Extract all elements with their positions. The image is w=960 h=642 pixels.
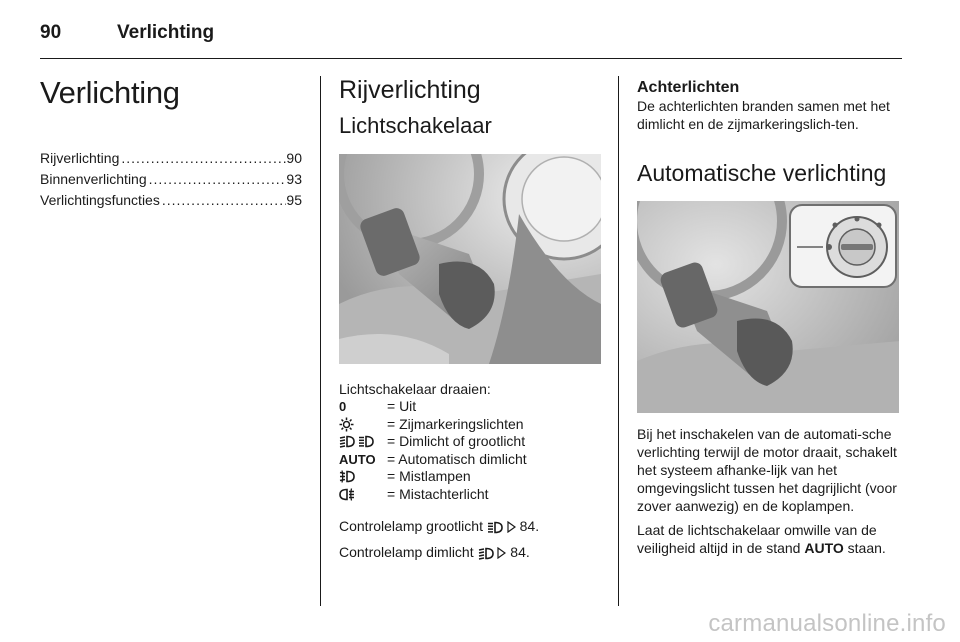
toc-entry[interactable] [40,169,302,190]
column-chapter-contents [40,74,302,211]
toc-entry-page: 90 [286,150,302,166]
toc-entry[interactable] [40,190,302,211]
low-beam-icon [478,547,494,560]
fog-light-icon [339,470,387,483]
fog-light-svg [339,470,355,483]
high-beam-indicator-para [339,517,601,535]
toc-entry-label: Binnenverlichting [40,171,147,187]
low-high-beam-icon [339,435,387,448]
high-beam-icon [487,521,503,534]
legend-row [339,416,601,434]
page-header [40,18,902,60]
tail-lights-text: De achterlichten branden samen met het dimlicht en de zijmarkeringslich-ten. [637,98,890,132]
column-divider-2 [618,76,619,606]
side-marker-light-svg [339,417,354,432]
column-light-switch [339,74,601,561]
light-switch-caption: Lichtschakelaar draaien: [339,381,491,397]
rear-fog-light-icon [339,488,387,501]
legend-row [339,486,601,504]
column-tail-and-auto-lights [637,78,900,557]
legend-text: = Uit [387,398,417,414]
subsection-title: Lichtschakelaar [339,113,492,138]
legend-text: = Mistachterlicht [387,485,489,502]
light-switch-illustration [339,154,601,364]
legend-text: = Automatisch dimlicht [387,450,527,467]
header-rule [40,58,902,59]
tail-lights-title: Achterlichten [637,79,740,96]
toc-entry[interactable] [40,148,302,169]
chapter-title: Verlichting [40,75,180,110]
toc-entry-label: Rijverlichting [40,150,120,166]
rear-fog-light-svg [339,488,355,501]
toc-leader-dots [160,190,287,211]
legend-row [339,433,601,451]
auto-position-label: AUTO [804,540,844,556]
page-reference[interactable]: 84. [510,544,530,560]
page-reference[interactable]: 84. [519,518,540,534]
cross-reference-arrow-icon[interactable] [507,521,516,533]
toc-leader-dots [147,169,287,190]
legend-symbol-text: AUTO [339,451,376,467]
toc-leader-dots [119,148,286,169]
page-number: 90 [40,22,62,43]
low-beam-indicator-para [339,543,601,561]
legend-row [339,468,601,486]
auto-lighting-photo [637,201,899,413]
auto-lighting-para-1: Bij het inschakelen van de automati-sche verlichting terwijl de motor draait, schakelt het systeem afhanke-lijk van het omgevingslicht tussen het dagrijlicht (voor zover aanwezig) en de koplampen. [637,426,897,514]
light-switch-photo [339,154,601,364]
auto-lighting-illustration [637,201,899,413]
running-title: Verlichting [117,22,215,43]
column-divider-1 [320,76,321,606]
auto-lighting-para-2 [637,521,900,557]
toc-entry-label: Verlichtingsfuncties [40,192,160,208]
cross-reference-arrow-icon[interactable] [497,547,506,559]
off-position-icon [339,398,387,416]
watermark: carmanualsonline.info [708,610,946,637]
legend-symbol-text: 0 [339,399,347,414]
side-marker-light-icon [339,417,387,432]
legend-row [339,398,601,416]
para-text: Controlelamp grootlicht [339,518,483,534]
toc-entry-page: 93 [286,171,302,187]
legend-text: = Mistlampen [387,468,471,484]
para-text: Laat de lichtschakelaar omwille van de veiligheid altijd in de stand [637,522,877,556]
legend-row [339,451,601,469]
auto-lighting-title: Automatische verlichting [637,160,887,186]
para-text: staan. [847,540,886,556]
legend-text: = Dimlicht of grootlicht [387,433,526,449]
section-title: Rijverlichting [339,76,481,104]
high-beam-svg [358,435,374,448]
legend-text: = Zijmarkeringslichten [387,415,524,432]
toc-entry-page: 95 [286,192,302,208]
switch-positions-legend [339,398,601,503]
low-beam-svg [339,435,355,448]
auto-light-icon [339,451,387,469]
table-of-contents [40,148,302,211]
para-text: Controlelamp dimlicht [339,544,474,560]
